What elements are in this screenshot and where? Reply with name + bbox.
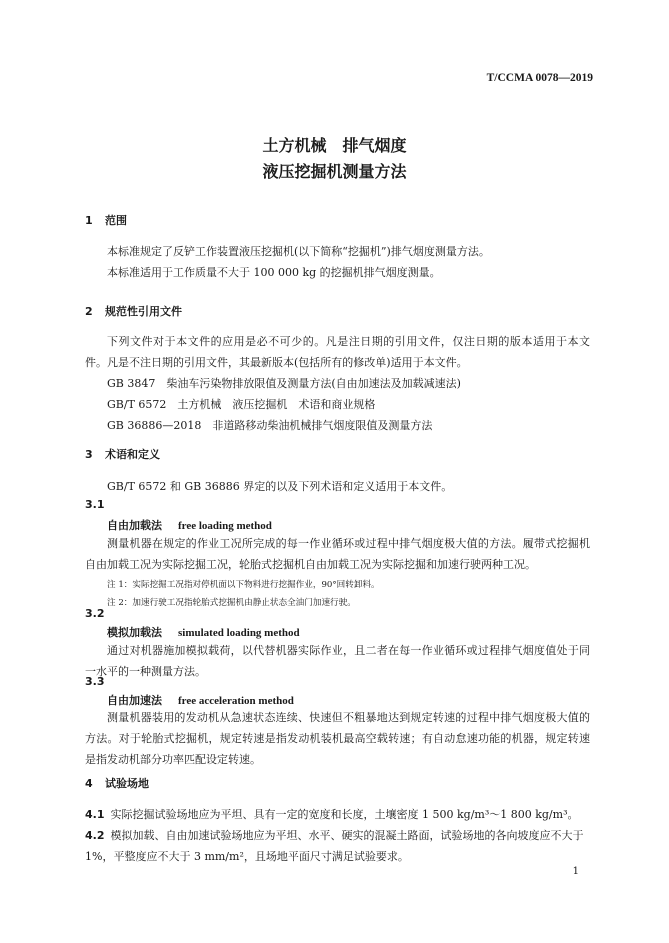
term-en: free acceleration method bbox=[178, 695, 294, 707]
section-2-para-1: 下列文件对于本文件的应用是必不可少的。凡是注日期的引用文件，仅注日期的版本适用于本文件。凡是不注日期的引用文件，其最新版本(包括所有的修改单)适用于本文件。 bbox=[85, 335, 590, 369]
section-number: 2 bbox=[85, 305, 93, 318]
term-3-1-note-2: 注 2：加速行驶工况指轮胎式挖掘机由静止状态全油门加速行驶。 bbox=[107, 598, 356, 608]
term-en: free loading method bbox=[178, 520, 272, 532]
title-line-1: 土方机械 排气烟度 bbox=[262, 136, 407, 155]
clause-4-2-line-2: 1%，平整度应不大于 3 mm/m²，且场地平面尺寸满足试验要求。 bbox=[85, 850, 409, 863]
section-title: 术语和定义 bbox=[105, 448, 160, 461]
section-1-heading bbox=[85, 212, 127, 228]
term-3-3-definition: 测量机器装用的发动机从急速状态连续、快速但不粗暴地达到规定转速的过程中排气烟度极大值的方法。对于轮胎式挖掘机，规定转速是指发动机装机最高空载转速；有自动怠速功能的机器，规定转速是指发动机部分功率匹配设定转速。 bbox=[85, 711, 590, 766]
section-title: 范围 bbox=[105, 214, 127, 227]
term-3-1 bbox=[107, 517, 272, 533]
section-4-heading bbox=[85, 775, 149, 791]
clause-text: 模拟加载、自由加速试验场地应为平坦、水平、硬实的混凝土路面，试验场地的各向坡度应不大于 bbox=[110, 829, 584, 842]
reference-3: GB 36886—2018 非道路移动柴油机械排气烟度限值及测量方法 bbox=[107, 419, 433, 432]
clause-text: 实际挖掘试验场地应为平坦、具有一定的宽度和长度，土壤密度 1 500 kg/m³～1 800 kg/m³。 bbox=[110, 808, 579, 821]
section-1-para-2: 本标准适用于工作质量不大于 100 000 kg 的挖掘机排气烟度测量。 bbox=[107, 266, 441, 279]
standard-number: T/CCMA 0078—2019 bbox=[486, 72, 593, 84]
reference-2: GB/T 6572 土方机械 液压挖掘机 术语和商业规格 bbox=[107, 398, 376, 411]
clause-number: 4.1 bbox=[85, 808, 105, 821]
term-number: 3.1 bbox=[85, 498, 105, 511]
term-3-1-note-1: 注 1：实际挖掘工况指对停机面以下物料进行挖掘作业，90°回转卸料。 bbox=[107, 580, 380, 590]
term-3-1-definition: 测量机器在规定的作业工况所完成的每一作业循环或过程中排气烟度极大值的方法。履带式挖掘机自由加载工况为实际挖掘工况，轮胎式挖掘机自由加载工况为实际挖掘和加速行驶两种工况。 bbox=[85, 537, 590, 571]
page-number: 1 bbox=[572, 866, 579, 877]
section-title: 规范性引用文件 bbox=[105, 305, 182, 318]
section-title: 试验场地 bbox=[105, 777, 149, 790]
section-number: 3 bbox=[85, 448, 93, 461]
term-3-3 bbox=[107, 692, 294, 708]
term-en: simulated loading method bbox=[178, 627, 300, 639]
clause-number: 4.2 bbox=[85, 829, 105, 842]
section-3-intro: GB/T 6572 和 GB 36886 界定的以及下列术语和定义适用于本文件。 bbox=[107, 480, 453, 493]
term-number: 3.2 bbox=[85, 607, 105, 620]
section-number: 1 bbox=[85, 214, 93, 227]
term-cn: 自由加速法 bbox=[107, 694, 162, 707]
term-3-2-definition: 通过对机器施加模拟载荷，以代替机器实际作业，且二者在每一作业循环或过程排气烟度值处于同一水平的一种测量方法。 bbox=[85, 644, 590, 678]
section-2-heading bbox=[85, 303, 182, 319]
section-number: 4 bbox=[85, 777, 93, 790]
section-3-heading bbox=[85, 446, 160, 462]
section-1-para-1: 本标准规定了反铲工作装置液压挖掘机(以下简称“挖掘机”)排气烟度测量方法。 bbox=[107, 245, 490, 258]
clause-4-1 bbox=[85, 804, 590, 825]
reference-1: GB 3847 柴油车污染物排放限值及测量方法(自由加速法及加载减速法) bbox=[107, 377, 461, 390]
clause-4-2-line-1 bbox=[85, 825, 590, 846]
term-cn: 模拟加载法 bbox=[107, 626, 162, 639]
term-cn: 自由加载法 bbox=[107, 519, 162, 532]
term-number: 3.3 bbox=[85, 675, 105, 688]
title-line-2: 液压挖掘机测量方法 bbox=[262, 162, 407, 181]
term-3-2 bbox=[107, 624, 300, 640]
